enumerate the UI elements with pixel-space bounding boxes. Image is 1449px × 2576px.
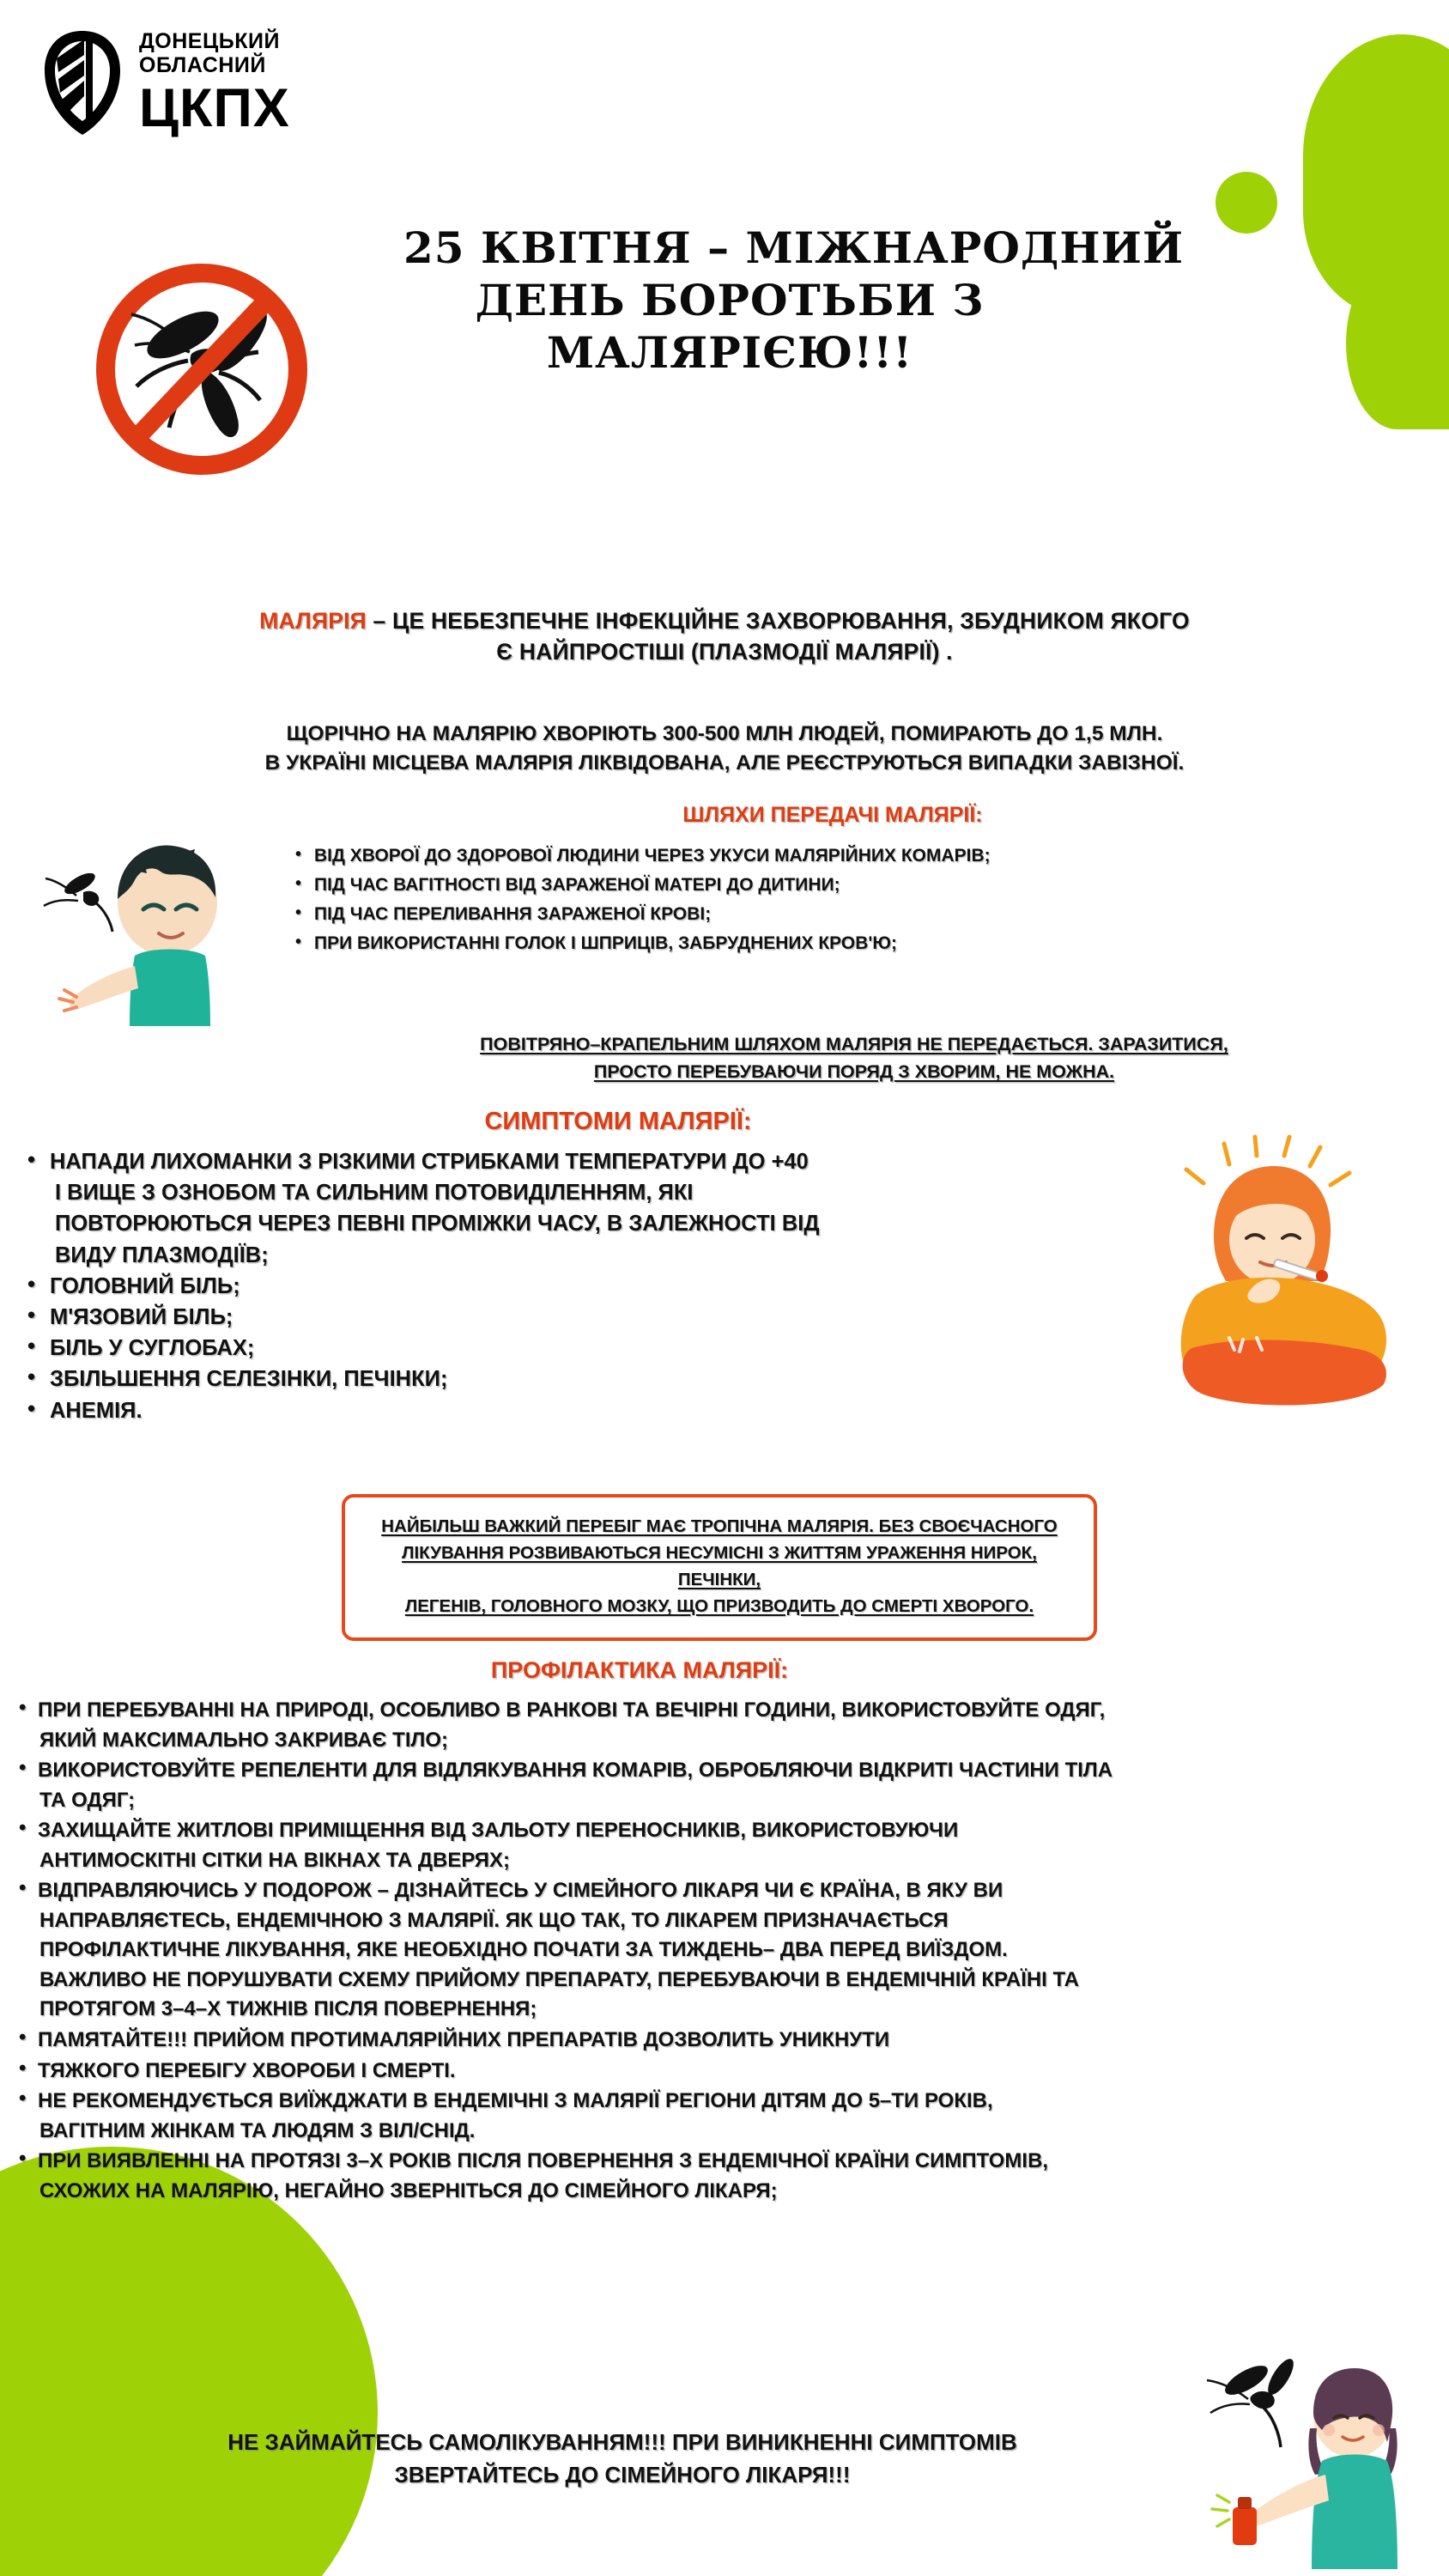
- prevention-cont: ВАГІТНИМ ЖІНКАМ ТА ЛЮДЯМ З ВІЛ/СНІД.: [39, 2118, 476, 2142]
- intro-line-1: [34, 606, 1415, 637]
- list-item: [12, 1756, 1437, 1815]
- list-item: • ПІД ЧАС ПЕРЕЛИВАННЯ ЗАРАЖЕНОЇ КРОВІ;: [292, 900, 1425, 929]
- list-item: • ТЯЖКОГО ПЕРЕБІГУ ХВОРОБИ І СМЕРТІ.: [12, 2057, 1437, 2087]
- footer-callout: [52, 2427, 1193, 2491]
- footer-line-2: ЗВЕРТАЙТЕСЬ ДО СІМЕЙНОГО ЛІКАРЯ!!!: [394, 2461, 851, 2488]
- symptoms-list: [21, 1146, 1128, 1426]
- intro-line-2: Є НАЙПРОСТІШІ (ПЛАЗМОДІЇ МАЛЯРІЇ) .: [496, 638, 953, 665]
- list-item: • ВІД ХВОРОЇ ДО ЗДОРОВОЇ ЛЮДИНИ ЧЕРЕЗ УКУСИ МАЛЯРІЙНИХ КОМАРІВ;: [292, 841, 1425, 871]
- warning-line-2: ЛІКУВАННЯ РОЗВИВАЮТЬСЯ НЕСУМІСНІ З ЖИТТЯМ УРАЖЕННЯ НИРОК, ПЕЧІНКИ,: [402, 1543, 1037, 1590]
- logo-abbreviation: ЦКПХ: [139, 77, 290, 138]
- prevention-cont: ТА ОДЯГ;: [39, 1788, 136, 1812]
- prevention-cont: СХОЖИХ НА МАЛЯРІЮ, НЕГАЙНО ЗВЕРНІТЬСЯ ДО СІМЕЙНОГО ЛІКАРЯ;: [39, 2178, 778, 2202]
- list-item: • ПРИ ВИКОРИСТАННІ ГОЛОК І ШПРИЦІВ, ЗАБРУДНЕНИХ КРОВ'Ю;: [292, 929, 1425, 958]
- list-item: • М'ЯЗОВИЙ БІЛЬ;: [21, 1302, 1128, 1333]
- headline-line-3: МАЛЯРІЄЮ!!!: [546, 327, 913, 378]
- list-item: • АНЕМІЯ.: [21, 1395, 1128, 1426]
- symptom-cont: ВИДУ ПЛАЗМОДІЇВ;: [55, 1242, 269, 1267]
- transmission-list: [292, 841, 1425, 958]
- list-item: • БІЛЬ У СУГЛОБАХ;: [21, 1333, 1128, 1364]
- list-item: • ПІД ЧАС ВАГІТНОСТІ ВІД ЗАРАЖЕНОЇ МАТЕРІ ДО ДИТИНИ;: [292, 871, 1425, 900]
- warning-box: [342, 1494, 1097, 1641]
- airborne-note: [283, 1030, 1425, 1086]
- green-blob-tail-icon: [1346, 258, 1449, 429]
- airborne-note-line-2: ПРОСТО ПЕРЕБУВАЮЧИ ПОРЯД З ХВОРИМ, НЕ МОЖНА.: [593, 1061, 1115, 1083]
- list-item: • ЗБІЛЬШЕННЯ СЕЛЕЗІНКИ, ПЕЧІНКИ;: [21, 1364, 1128, 1394]
- stats-line-1: ЩОРІЧНО НА МАЛЯРІЮ ХВОРІЮТЬ 300-500 МЛН ЛЮДЕЙ, ПОМИРАЮТЬ ДО 1,5 МЛН.: [286, 722, 1163, 745]
- symptoms-heading: СИМПТОМИ МАЛЯРІЇ:: [484, 1108, 752, 1135]
- list-item: [12, 2087, 1437, 2146]
- statistics-block: [34, 720, 1415, 778]
- green-dot-icon: [1216, 172, 1277, 234]
- prevention-text: НЕ РЕКОМЕНДУЄТЬСЯ ВИЇЖДЖАТИ В ЕНДЕМІЧНІ З МАЛЯРІЇ РЕГІОНИ ДІТЯМ ДО 5–ТИ РОКІВ,: [38, 2089, 993, 2113]
- stats-line-2: В УКРАЇНІ МІСЦЕВА МАЛЯРІЯ ЛІКВІДОВАНА, АЛЕ РЕЄСТРУЮТЬСЯ ВИПАДКИ ЗАВІЗНОЇ.: [264, 750, 1185, 775]
- prevention-cont: ЯКИЙ МАКСИМАЛЬНО ЗАКРИВАЄ ТІЛО;: [39, 1728, 448, 1752]
- page-title: [403, 222, 1185, 379]
- headline-line-2: ДЕНЬ БОРОТЬБИ З: [475, 275, 985, 325]
- warning-line-3: ЛЕГЕНІВ, ГОЛОВНОГО МОЗКУ, ЩО ПРИЗВОДИТЬ ДО СМЕРТІ ХВОРОГО.: [404, 1596, 1034, 1617]
- list-item: [12, 1816, 1437, 1875]
- intro-highlight: МАЛЯРІЯ: [259, 608, 367, 634]
- symptom-cont: ПОВТОРЮЮТЬСЯ ЧЕРЕЗ ПЕВНІ ПРОМІЖКИ ЧАСУ, В ЗАЛЕЖНОСТІ ВІД: [55, 1212, 820, 1236]
- no-mosquito-icon: [90, 258, 313, 481]
- prevention-text: ЗАХИЩАЙТЕ ЖИТЛОВІ ПРИМІЩЕННЯ ВІД ЗАЛЬОТУ ПЕРЕНОСНИКІВ, ВИКОРИСТОВУЮЧИ: [38, 1819, 959, 1843]
- warning-line-1: НАЙБІЛЬШ ВАЖКИЙ ПЕРЕБІГ МАЄ ТРОПІЧНА МАЛЯРІЯ. БЕЗ СВОЄЧАСНОГО: [381, 1516, 1058, 1536]
- prevention-text: ПРИ ВИЯВЛЕННІ НА ПРОТЯЗІ 3–Х РОКІВ ПІСЛЯ ПОВЕРНЕННЯ З ЕНДЕМІЧНОЇ КРАЇНИ СИМПТОМІВ,: [38, 2149, 1049, 2173]
- list-item: [12, 2147, 1437, 2206]
- prevention-cont: АНТИМОСКІТНІ СІТКИ НА ВІКНАХ ТА ДВЕРЯХ;: [39, 1848, 511, 1872]
- shield-logo-icon: [41, 29, 124, 137]
- intro-definition: [34, 606, 1415, 667]
- symptom-text: НАПАДИ ЛИХОМАНКИ З РІЗКИМИ СТРИБКАМИ ТЕМПЕРАТУРИ ДО +40: [50, 1150, 809, 1174]
- list-item: • ГОЛОВНИЙ БІЛЬ;: [21, 1271, 1128, 1302]
- prevention-text: ВІДПРАВЛЯЮЧИСЬ У ПОДОРОЖ – ДІЗНАЙТЕСЬ У СІМЕЙНОГО ЛІКАРЯ ЧИ Є КРАЇНА, В ЯКУ ВИ: [38, 1879, 1003, 1903]
- airborne-note-line-1: ПОВІТРЯНО–КРАПЕЛЬНИМ ШЛЯХОМ МАЛЯРІЯ НЕ ПЕРЕДАЄТЬСЯ. ЗАРАЗИТИСЯ,: [480, 1034, 1228, 1054]
- headline-line-1: 25 КВІТНЯ – МІЖНАРОДНИЙ: [403, 222, 1185, 273]
- prevention-cont: ВАЖЛИВО НЕ ПОРУШУВАТИ СХЕМУ ПРИЙОМУ ПРЕПАРАТУ, ПЕРЕБУВАЮЧИ В ЕНДЕМІЧНІЙ КРАЇНІ ТА: [39, 1967, 1079, 1991]
- green-blob-bottom-icon: [0, 2147, 378, 2576]
- footer-line-1: НЕ ЗАЙМАЙТЕСЬ САМОЛІКУВАННЯМ!!! ПРИ ВИНИКНЕННІ СИМПТОМІВ: [227, 2429, 1017, 2455]
- prevention-cont: НАПРАВЛЯЄТЕСЬ, ЕНДЕМІЧНОЮ З МАЛЯРІЇ. ЯК ЩО ТАК, ТО ЛІКАРЕМ ПРИЗНАЧАЄТЬСЯ: [39, 1908, 949, 1932]
- organization-logo: [41, 29, 290, 137]
- boy-with-mosquito-illustration: [39, 820, 279, 1026]
- prevention-text: ВИКОРИСТОВУЙТЕ РЕПЕЛЕНТИ ДЛЯ ВІДЛЯКУВАННЯ КОМАРІВ, ОБРОБЛЯЮЧИ ВІДКРИТІ ЧАСТИНИ ТІЛА: [38, 1759, 1113, 1783]
- transmission-heading: ШЛЯХИ ПЕРЕДАЧІ МАЛЯРІЇ:: [682, 803, 983, 827]
- prevention-heading: ПРОФІЛАКТИКА МАЛЯРІЇ:: [490, 1657, 789, 1683]
- prevention-cont: ПРОТЯГОМ 3–4–Х ТИЖНІВ ПІСЛЯ ПОВЕРНЕННЯ;: [39, 1997, 537, 2021]
- symptom-cont: І ВИЩЕ З ОЗНОБОМ ТА СИЛЬНИМ ПОТОВИДІЛЕННЯМ, ЯКІ: [55, 1181, 694, 1206]
- prevention-cont: ПРОФІЛАКТИЧНЕ ЛІКУВАННЯ, ЯКЕ НЕОБХІДНО ПОЧАТИ ЗА ТИЖДЕНЬ– ДВА ПЕРЕД ВИЇЗДОМ.: [39, 1938, 1008, 1962]
- prevention-text: ПРИ ПЕРЕБУВАННІ НА ПРИРОДІ, ОСОБЛИВО В РАНКОВІ ТА ВЕЧІРНІ ГОДИНИ, ВИКОРИСТОВУЙТЕ ОДЯГ,: [38, 1698, 1106, 1722]
- intro-rest: – ЦЕ НЕБЕЗПЕЧНЕ ІНФЕКЦІЙНЕ ЗАХВОРЮВАННЯ, ЗБУДНИКОМ ЯКОГО: [366, 608, 1190, 634]
- prevention-list: [12, 1696, 1437, 2207]
- list-item: [12, 1876, 1437, 2025]
- list-item: • ПАМЯТАЙТЕ!!! ПРИЙОМ ПРОТИМАЛЯРІЙНИХ ПРЕПАРАТІВ ДОЗВОЛИТЬ УНИКНУТИ: [12, 2026, 1437, 2056]
- fever-woman-illustration: [1147, 1133, 1422, 1417]
- list-item: [12, 1696, 1437, 1755]
- list-item: [21, 1146, 1128, 1271]
- logo-line-1: ДОНЕЦЬКИЙ: [139, 28, 280, 53]
- logo-line-2: ОБЛАСНИЙ: [139, 52, 266, 77]
